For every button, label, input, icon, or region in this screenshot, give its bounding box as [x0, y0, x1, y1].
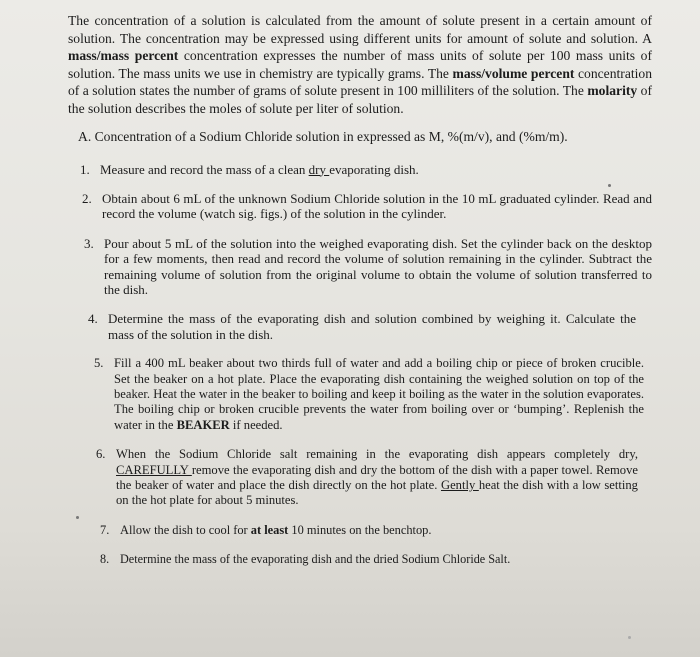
intro-text-2: concentration expresses the number of mass units of solute per 100 mass units of solution. The mass units we use in chemistry are typically grams. The — [68, 48, 652, 81]
step-text — [100, 523, 612, 538]
section-heading: A. Concentration of a Sodium Chloride solution in expressed as M, %(m/v), and (%m/m). — [78, 128, 568, 144]
step-text: Obtain about 6 mL of the unknown Sodium Chloride solution in the 10 mL graduated cylinder. Read and record the volume (watch sig. figs.) of the solution in the cylinder. — [102, 190, 652, 222]
procedure-steps — [68, 162, 652, 568]
step-text: Determine the mass of the evaporating dish and solution combined by weighing it. Calculate the mass of the solution in the dish. — [108, 311, 636, 342]
step-text-part: Fill a 400 mL beaker about two thirds full of water and add a boiling chip or piece of broken crucible. Set the beaker on a hot plate. Place the evaporating dish containing the weighed solution on top of the beaker. Heat the water in the beaker to boiling and keep it boiling as the water in the solution evaporates. The boiling chip or broken crucible prevents the water from boiling over or ‘bumping’. Replenish the water in the — [114, 356, 644, 432]
intro-text-3: concentration of a solution states the number of grams of solute present in 100 milliliters of the solution. The — [68, 65, 652, 99]
step-number: 4. — [88, 311, 98, 327]
underlined-word: CAREFULLY — [116, 462, 192, 477]
step-text-part: if needed. — [229, 417, 283, 432]
step-text-part: When the Sodium Chloride salt remaining in the evaporating dish appears completely dry, — [116, 447, 638, 462]
intro-text-4: of the solution describes the moles of solute per liter of solution. — [68, 83, 652, 116]
step-text: Determine the mass of the evaporating dish and the dried Sodium Chloride Salt. — [120, 552, 511, 567]
term-molarity: molarity — [587, 83, 638, 99]
underlined-word: dry — [308, 161, 330, 177]
step-7 — [100, 523, 612, 538]
step-number: 6. — [96, 447, 106, 462]
step-8 — [100, 552, 612, 567]
paper-speck — [76, 516, 79, 519]
step-text-part: heat the dish with a low setting on the hot plate for about 5 minutes. — [116, 478, 638, 508]
step-text-part: Allow the dish to cool for — [120, 522, 251, 537]
step-text — [96, 447, 638, 509]
intro-paragraph — [68, 12, 652, 118]
step-text: Pour about 5 mL of the solution into the weighed evaporating dish. Set the cylinder back on the desktop for a few moments, then read and record the volume of solution remaining in the cylinder. Subtract the remaining volume of solution from the original volume to obtain the volume of solution transferred to the dish. — [104, 235, 652, 297]
step-text-part: Measure and record the mass of a clean — [100, 161, 309, 177]
step-6 — [96, 447, 638, 509]
step-text-part: 10 minutes on the benchtop. — [288, 522, 432, 537]
step-number: 2. — [82, 190, 92, 206]
paper-speck — [608, 184, 611, 187]
step-number: 8. — [100, 552, 110, 567]
step-3 — [84, 236, 652, 298]
term-mass-volume-percent: mass/volume percent — [452, 65, 575, 81]
step-2 — [82, 191, 652, 222]
step-text-part: evaporating dish. — [329, 161, 419, 177]
step-5 — [94, 356, 644, 433]
step-number: 3. — [84, 235, 94, 251]
step-4 — [88, 311, 636, 342]
step-1 — [80, 162, 604, 177]
term-mass-mass-percent: mass/mass percent — [68, 48, 179, 64]
step-number: 7. — [100, 522, 110, 537]
bold-word: BEAKER — [176, 417, 230, 432]
paper-speck — [628, 636, 631, 639]
step-number: 5. — [94, 356, 104, 371]
step-text-part: remove the evaporating dish and dry the bottom of the dish with a paper towel. Remove the beaker of water and place the dish directly on the hot plate. — [116, 462, 638, 493]
step-number: 1. — [80, 161, 90, 177]
step-text — [80, 162, 604, 177]
bold-word: at least — [250, 522, 289, 537]
step-text — [94, 356, 644, 433]
intro-text-1: The concentration of a solution is calculated from the amount of solute present in a certain amount of solution. The concentration may be expressed using different units for amount of solute and solution. A — [68, 13, 652, 46]
underlined-word: Gently — [440, 478, 479, 493]
